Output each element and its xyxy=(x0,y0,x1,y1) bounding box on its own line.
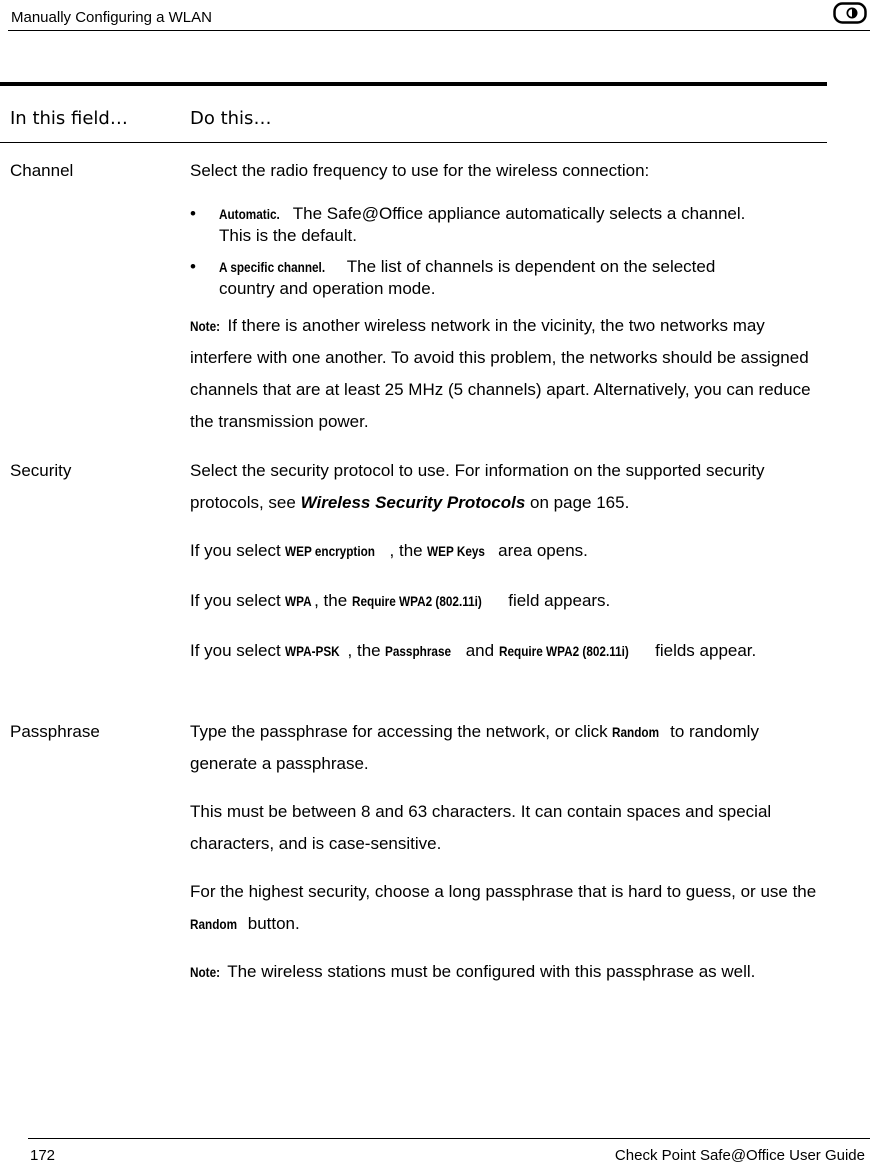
table-header-rule xyxy=(0,142,827,143)
bullet-text: The Safe@Office appliance automatically selects a channel. This is the default. xyxy=(219,204,746,245)
bullet-icon: • xyxy=(190,257,196,276)
passphrase-note: Note: The wireless stations must be configured with this passphrase as well. xyxy=(190,956,830,988)
check-point-logo-icon xyxy=(833,2,867,24)
ui-label-require-wpa2: Require WPA2 (802.11i) xyxy=(351,593,482,609)
channel-bullet-specific xyxy=(190,256,750,300)
column-header-action: Do this… xyxy=(190,108,272,129)
header-divider xyxy=(8,30,870,31)
ui-label-require-wpa2: Require WPA2 (802.11i) xyxy=(498,643,629,659)
page-number: 172 xyxy=(30,1147,56,1164)
footer-divider xyxy=(28,1138,870,1139)
bullet-icon: • xyxy=(190,204,196,223)
field-channel: Channel xyxy=(10,161,74,180)
ui-label-automatic: Automatic. xyxy=(219,206,280,222)
channel-intro: Select the radio frequency to use for the wireless connection: xyxy=(190,161,650,180)
ui-label-wpa-psk: WPA-PSK xyxy=(285,643,341,659)
security-wpa-note: If you select WPA , the Require WPA2 (802.11i) field appears. xyxy=(190,585,830,617)
running-header-title: Manually Configuring a WLAN xyxy=(11,9,212,26)
ui-label-wep-keys: WEP Keys xyxy=(427,543,486,559)
field-passphrase: Passphrase xyxy=(10,722,100,741)
note-label: Note: xyxy=(190,318,221,334)
ui-label-wep-encryption: WEP encryption xyxy=(285,543,376,559)
field-security: Security xyxy=(10,461,72,480)
channel-bullet-automatic xyxy=(190,203,750,247)
column-header-field: In this field… xyxy=(10,108,128,129)
ui-label-specific-channel: A specific channel. xyxy=(219,259,326,275)
note-label: Note: xyxy=(190,964,221,980)
ui-label-passphrase: Passphrase xyxy=(385,643,452,659)
passphrase-intro: Type the passphrase for accessing the network, or click Random to randomly generate a passphrase. xyxy=(190,716,830,780)
cross-reference-link[interactable]: Wireless Security Protocols xyxy=(300,493,526,512)
table-top-rule xyxy=(0,82,827,86)
ui-label-random: Random xyxy=(190,916,238,932)
guide-title: Check Point Safe@Office User Guide xyxy=(614,1147,865,1164)
security-wep-note: If you select WEP encryption , the WEP Keys area opens. xyxy=(190,535,830,567)
security-wpa-psk-note: If you select WPA-PSK , the Passphrase and Require WPA2 (802.11i) fields appear. xyxy=(190,635,790,667)
security-intro: Select the security protocol to use. For information on the supported security protocols, see Wireless Security Protocols on page 165. xyxy=(190,461,765,512)
passphrase-length-note: This must be between 8 and 63 characters. It can contain spaces and special characters, and is case-sensitive. xyxy=(190,802,772,853)
ui-label-random: Random xyxy=(612,724,660,740)
channel-note: Note: If there is another wireless network in the vicinity, the two networks may interfere with one another. To avoid this problem, the networks should be assigned channels that are at least 25 MHz (5 channels) apart. Alternatively, you can reduce the transmission power. xyxy=(190,310,820,438)
passphrase-security-tip: For the highest security, choose a long passphrase that is hard to guess, or use the Random button. xyxy=(190,876,830,940)
ui-label-wpa: WPA xyxy=(285,593,313,609)
bullet-text: The list of channels is dependent on the selected country and operation mode. xyxy=(219,257,716,298)
